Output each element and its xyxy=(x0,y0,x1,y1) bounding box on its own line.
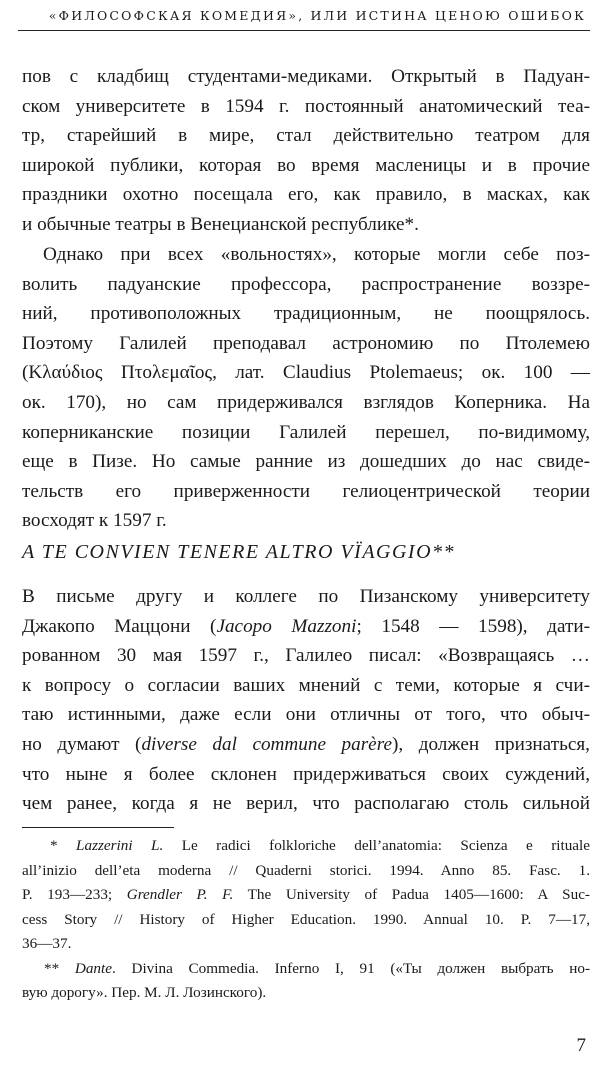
footnote-2-line: вую дорогу». Пер. М. Л. Лозинского). xyxy=(22,984,267,1001)
text-run: ; 1548 — 1598), дати- xyxy=(356,615,591,637)
footnote-author: Lazzerini L. xyxy=(76,837,164,854)
running-head xyxy=(0,0,604,34)
text-line: коперниканские позиции Галилей перешел, по-видимому, xyxy=(22,421,590,443)
text-line: чем ранее, когда я не верил, что располагаю столь сильной xyxy=(22,793,590,815)
text-line: тельств его приверженности гелиоцентрической теории xyxy=(22,480,590,502)
text-line xyxy=(22,730,590,760)
text-line: и обычные театры в Венецианской республике*. xyxy=(22,213,419,235)
footnote-1-line: cess Story // History of Higher Education. 1990. Annual 10. P. 7—17, xyxy=(22,910,590,928)
text-line: (Κλαύδιος Πτολεμαῖος, лат. Claudius Ptolemaeus; ок. 100 — xyxy=(22,362,590,384)
text-line: Однако при всех «вольностях», которые могли себе поз- xyxy=(43,244,590,265)
text-line: ний, противоположных традиционным, не поощрялось. xyxy=(22,303,590,325)
footnote-author: Dante xyxy=(74,959,112,977)
text-line: к вопросу о согласии ваших мнений с теми, которые я счи- xyxy=(22,674,590,696)
text-run: Джакопо Маццони ( xyxy=(22,615,217,637)
paragraph-1 xyxy=(22,62,590,240)
text-line: Поэтому Галилей преподавал астрономию по Птолемею xyxy=(22,332,590,354)
text-line: восходят к 1597 г. xyxy=(22,510,167,532)
section-heading: A TE CONVIEN TENERE ALTRO VÏAGGIO** xyxy=(22,541,456,563)
text-line xyxy=(22,612,590,642)
text-line: В письме другу и коллеге по Пизанскому университету xyxy=(22,586,590,607)
footnote-2-line xyxy=(22,957,590,982)
footnote-1-line xyxy=(22,883,590,908)
paragraph-2 xyxy=(22,240,590,536)
footnote-marker: ** xyxy=(44,959,60,977)
footnote-rule xyxy=(22,827,174,828)
footnotes xyxy=(22,834,590,1006)
text-line: ок. 170), но сам придерживался взглядов Коперника. На xyxy=(22,391,590,413)
text-run: ), должен признаться, xyxy=(391,733,590,755)
text-line: рованном 30 мая 1597 г., Галилео писал: «Возвращаясь … xyxy=(22,645,590,667)
footnote-author: Grendler P. F. xyxy=(126,886,234,903)
text-run: . Divina Commedia. Inferno I, 91 («Ты должен выбрать но- xyxy=(112,959,591,977)
page-number: 7 xyxy=(576,1035,586,1056)
running-head-rule xyxy=(18,30,590,31)
text-line: тр, старейший в мире, стал действительно театром для xyxy=(22,125,590,147)
text-line: что ныне я более склонен придерживаться своих суждений, xyxy=(22,763,590,785)
italic-name: Jacopo Mazzoni xyxy=(216,615,357,637)
footnote-1-line: 36—37. xyxy=(22,935,72,952)
footnote-1-line: all’inizio dell’eta moderna // Quaderni storici. 1994. Anno 85. Fasc. 1. xyxy=(22,861,590,879)
text-line: праздники охотно посещала его, как правило, в масках, как xyxy=(22,184,590,206)
text-run: P. 193—233; xyxy=(22,886,127,903)
text-line: пов с кладбищ студентами-медиками. Открытый в Падуан- xyxy=(22,66,590,87)
text-line: волить падуанские профессора, распространение воззре- xyxy=(22,273,590,295)
running-head-title: «ФИЛОСОФСКАЯ КОМЕДИЯ», ИЛИ ИСТИНА ЦЕНОЮ ОШИБОК xyxy=(48,8,586,23)
text-line: таю истинными, даже если они отличны от того, что обыч- xyxy=(22,704,590,726)
text-run: но думают ( xyxy=(22,733,142,755)
text-line: еще в Пизе. Но самые ранние из дошедших до нас свиде- xyxy=(22,451,590,473)
italic-quote: diverse dal commune parère xyxy=(141,733,392,755)
paragraph-3 xyxy=(22,582,590,819)
footnote-1-line xyxy=(22,834,590,859)
text-line: широкой публики, которая во время масленицы и в прочие xyxy=(22,154,590,176)
text-line: ском университете в 1594 г. постоянный анатомический теа- xyxy=(22,95,590,117)
text-run: The University of Padua 1405—1600: A Suc- xyxy=(233,886,590,903)
footnote-marker: * xyxy=(50,837,58,854)
text-run: Le radici folkloriche dell’anatomia: Scienza e rituale xyxy=(163,837,590,854)
